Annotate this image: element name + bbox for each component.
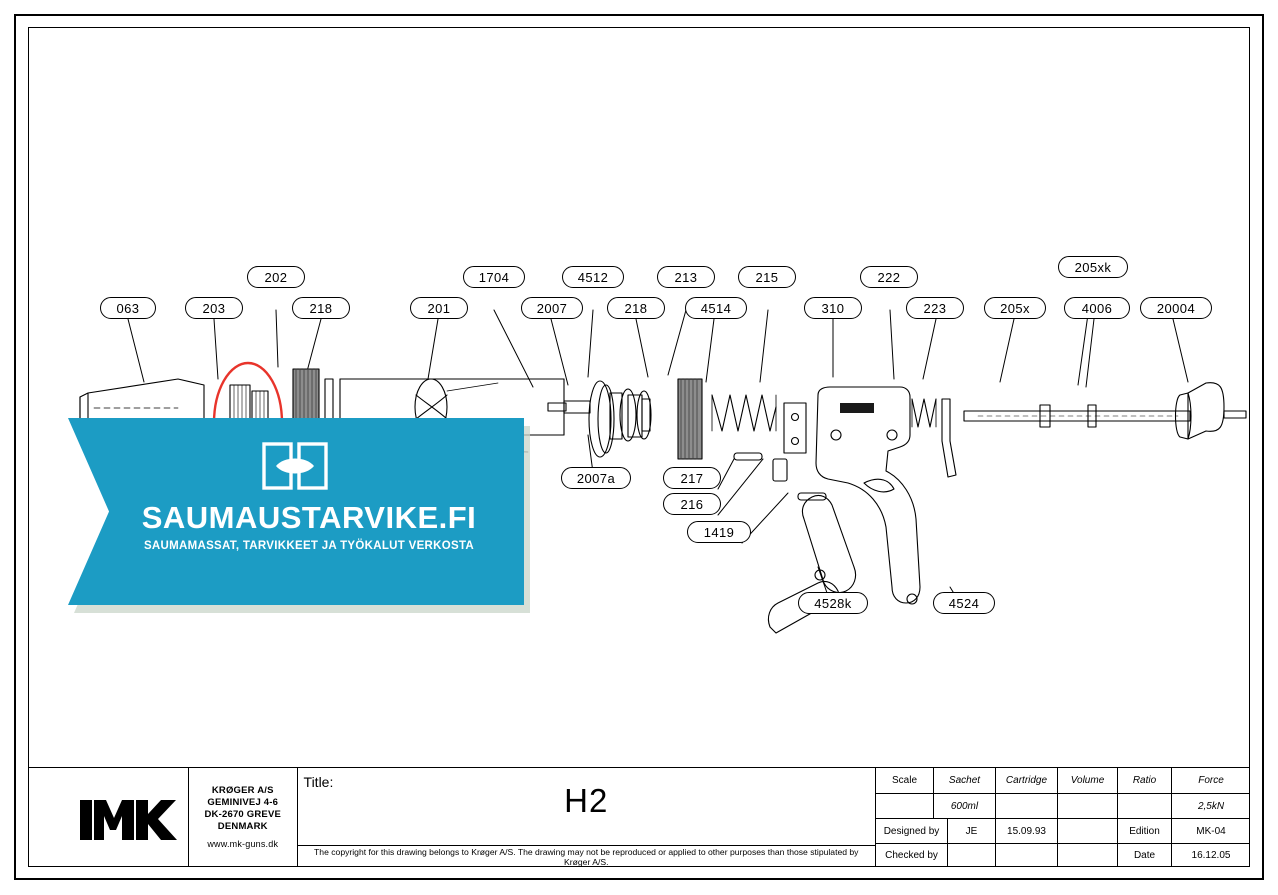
part-222-spring [912, 399, 936, 427]
part-217-pin [734, 453, 762, 460]
part-218-washer-right [678, 379, 702, 459]
part-1419-pin [773, 459, 787, 481]
part-balloon-202[interactable]: 202 [247, 266, 305, 288]
title-label: Title: [303, 774, 334, 790]
volume-value [1058, 794, 1118, 818]
part-balloon-223[interactable]: 223 [906, 297, 964, 319]
part-balloon-310[interactable]: 310 [804, 297, 862, 319]
checked-by-value [948, 844, 996, 867]
spec-grid [876, 768, 1250, 867]
force-value: 2,5kN [1197, 800, 1225, 812]
part-balloon-222[interactable]: 222 [860, 266, 918, 288]
title-row [298, 768, 875, 846]
part-balloon-20004[interactable]: 20004 [1140, 297, 1212, 319]
volume-label: Volume [1058, 768, 1118, 793]
edition-value: MK-04 [1196, 825, 1226, 837]
part-4514-spring [712, 395, 776, 431]
scale-value [876, 794, 934, 818]
checked-date [996, 844, 1058, 867]
part-310-body [816, 387, 920, 604]
company-website[interactable]: www.mk-guns.dk [207, 839, 279, 849]
designed-by-value: JE [948, 819, 996, 842]
part-balloon-4512[interactable]: 4512 [562, 266, 624, 288]
part-balloon-201[interactable]: 201 [410, 297, 468, 319]
checked-row [876, 843, 1250, 867]
checked-blank [1058, 844, 1118, 867]
part-balloon-063[interactable]: 063 [100, 297, 156, 319]
cartridge-value [996, 794, 1058, 818]
banner-brand: SAUMAUSTARVIKE.FI [141, 500, 477, 535]
part-balloon-1704[interactable]: 1704 [463, 266, 525, 288]
part-balloon-2007[interactable]: 2007 [521, 297, 583, 319]
part-balloon-217[interactable]: 217 [663, 467, 721, 489]
sachet-value: 600ml [934, 794, 996, 818]
drawing-title: H2 [564, 782, 609, 819]
company-address [189, 768, 298, 867]
ratio-label: Ratio [1118, 768, 1172, 793]
assembly-svg [28, 27, 1250, 767]
copyright-notice: The copyright for this drawing belongs to Krøger A/S. The drawing may not be reproduced or applied to other purposes than those stipulated by Krøger A/S. [314, 846, 859, 867]
part-balloon-2007a[interactable]: 2007a [561, 467, 631, 489]
spec-value-row [876, 793, 1250, 818]
banner-logo-icon [262, 442, 328, 490]
part-223-lever [942, 399, 956, 477]
company-city: DK-2670 GREVE [204, 809, 282, 820]
edition-label: Edition [1118, 819, 1172, 842]
part-balloon-1419[interactable]: 1419 [687, 521, 751, 543]
designed-date: 15.09.93 [996, 819, 1058, 842]
part-balloon-4528k[interactable]: 4528k [798, 592, 868, 614]
company-name: KRØGER A/S [211, 785, 274, 796]
part-balloon-216[interactable]: 216 [663, 493, 721, 515]
part-205x-pushrod [964, 405, 1190, 427]
company-street: GEMINIVEJ 4-6 [207, 797, 279, 808]
part-balloon-4524[interactable]: 4524 [933, 592, 995, 614]
company-country: DENMARK [217, 821, 268, 832]
scale-label: Scale [876, 768, 934, 793]
part-balloon-213[interactable]: 213 [657, 266, 715, 288]
date-value: 16.12.05 [1191, 849, 1231, 861]
part-balloon-205xk[interactable]: 205xk [1058, 256, 1128, 278]
part-balloon-205x[interactable]: 205x [984, 297, 1046, 319]
part-2007-piston [589, 381, 651, 457]
designed-by-label: Designed by [876, 819, 948, 842]
manufacturer-logo [28, 768, 189, 867]
part-balloon-4006[interactable]: 4006 [1064, 297, 1130, 319]
exploded-assembly-drawing [28, 27, 1250, 767]
part-balloon-203[interactable]: 203 [185, 297, 243, 319]
sachet-label: Sachet [934, 768, 996, 793]
part-balloon-218[interactable]: 218 [607, 297, 665, 319]
title-section [298, 768, 876, 867]
part-balloon-4514[interactable]: 4514 [685, 297, 747, 319]
part-balloon-215[interactable]: 215 [738, 266, 796, 288]
designed-blank [1058, 819, 1118, 842]
part-balloon-218[interactable]: 218 [292, 297, 350, 319]
watermark-banner [68, 418, 530, 613]
part-215-block [784, 403, 806, 453]
checked-by-label: Checked by [876, 844, 948, 867]
part-1704-rod [548, 401, 590, 413]
force-label: Force [1198, 775, 1224, 787]
banner-tagline: SAUMAMASSAT, TARVIKKEET JA TYÖKALUT VERKOSTA [143, 540, 475, 552]
title-block [28, 767, 1250, 867]
cartridge-label: Cartridge [996, 768, 1058, 793]
spec-header-row [876, 768, 1250, 793]
designed-row [876, 818, 1250, 842]
date-label: Date [1118, 844, 1172, 867]
ratio-value [1118, 794, 1172, 818]
